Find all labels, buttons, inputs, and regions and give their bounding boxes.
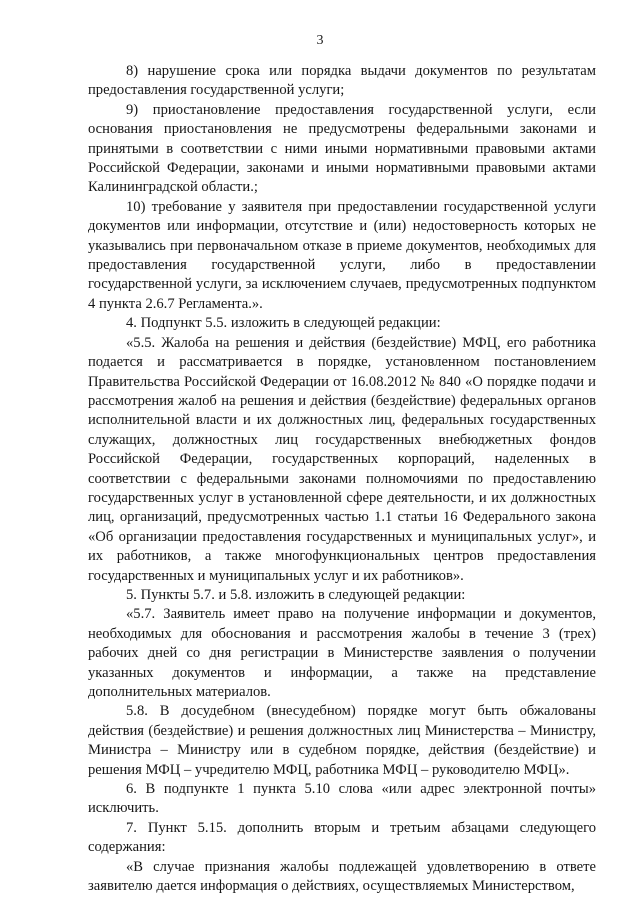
- paragraph-subpoint-5-7: «5.7. Заявитель имеет право на получение информации и документов, необходимых для обоснования и рассмотрения жалобы в течение 3 (трех) рабочих дней со дня регистрации в Министерстве заявления о получении указанных документов и информации, а также на представление дополнительных материалов.: [88, 606, 596, 700]
- page-number: 3: [316, 33, 324, 48]
- paragraph-item-9: 9) приостановление предоставления государственной услуги, если основания приостановления не предусмотрены федеральными законами и принятыми в соответствии с ними иными нормативными правовыми актами Российской Федерации, законами и иными нормативными правовыми актами Калининградской области.;: [88, 101, 596, 196]
- paragraph-point-4: 4. Подпункт 5.5. изложить в следующей редакции:: [126, 315, 441, 332]
- document-body: [88, 62, 596, 896]
- paragraph-item-10: 10) требование у заявителя при предоставлении государственной услуги документов или информации, отсутствие и (или) недостоверность которых не указывались при первоначальном отказе в приеме документов, необходимых для предоставления государственной услуги, либо в предоставлении государственной услуги, за исключением случаев, предусмотренных подпунктом 4 пункта 2.6.7 Регламента.».: [88, 198, 596, 312]
- paragraph-item-8: 8) нарушение срока или порядка выдачи документов по результатам предоставления государственной услуги;: [88, 63, 596, 99]
- paragraph-point-5: 5. Пункты 5.7. и 5.8. изложить в следующей редакции:: [126, 586, 466, 603]
- paragraph-point-7: 7. Пункт 5.15. дополнить вторым и третьим абзацами следующего содержания:: [88, 819, 596, 856]
- paragraph-subpoint-5-8: 5.8. В досудебном (внесудебном) порядке могут быть обжалованы действия (бездействие) и решения должностных лиц Министерства – Министру, Министра – Министру или в судебном порядке, действия (бездействие) и решения МФЦ – учредителю МФЦ, работника МФЦ – руководителю МФЦ».: [88, 703, 596, 778]
- paragraph-subpoint-5-5: «5.5. Жалоба на решения и действия (бездействие) МФЦ, его работника подается и рассматривается в порядке, установленном постановлением Правительства Российской Федерации от 16.08.2012 № 840 «О порядке подачи и рассмотрения жалоб на решения и действия (бездействие) федеральных органов исполнительной власти и их должностных лиц, федеральных государственных служащих, должностных лиц государственных внебюджетных фондов Российской Федерации, государственных корпораций, наделенных в соответствии с федеральными законами полномочиями по предоставлению государственных услуг в установленной сфере деятельности, и их должностных лиц, организаций, предусмотренных частью 1.1 статьи 16 Федерального закона «Об организации предоставления государственных и муниципальных услуг», и их работников, а также многофункциональных центров предоставления государственных и муниципальных услуг и их работников».: [88, 334, 596, 584]
- paragraph-quote-continued: «В случае признания жалобы подлежащей удовлетворению в ответе заявителю дается информация о действиях, осуществляемых Министерством,: [88, 858, 596, 895]
- paragraph-point-6: 6. В подпункте 1 пункта 5.10 слова «или адрес электронной почты» исключить.: [88, 781, 596, 817]
